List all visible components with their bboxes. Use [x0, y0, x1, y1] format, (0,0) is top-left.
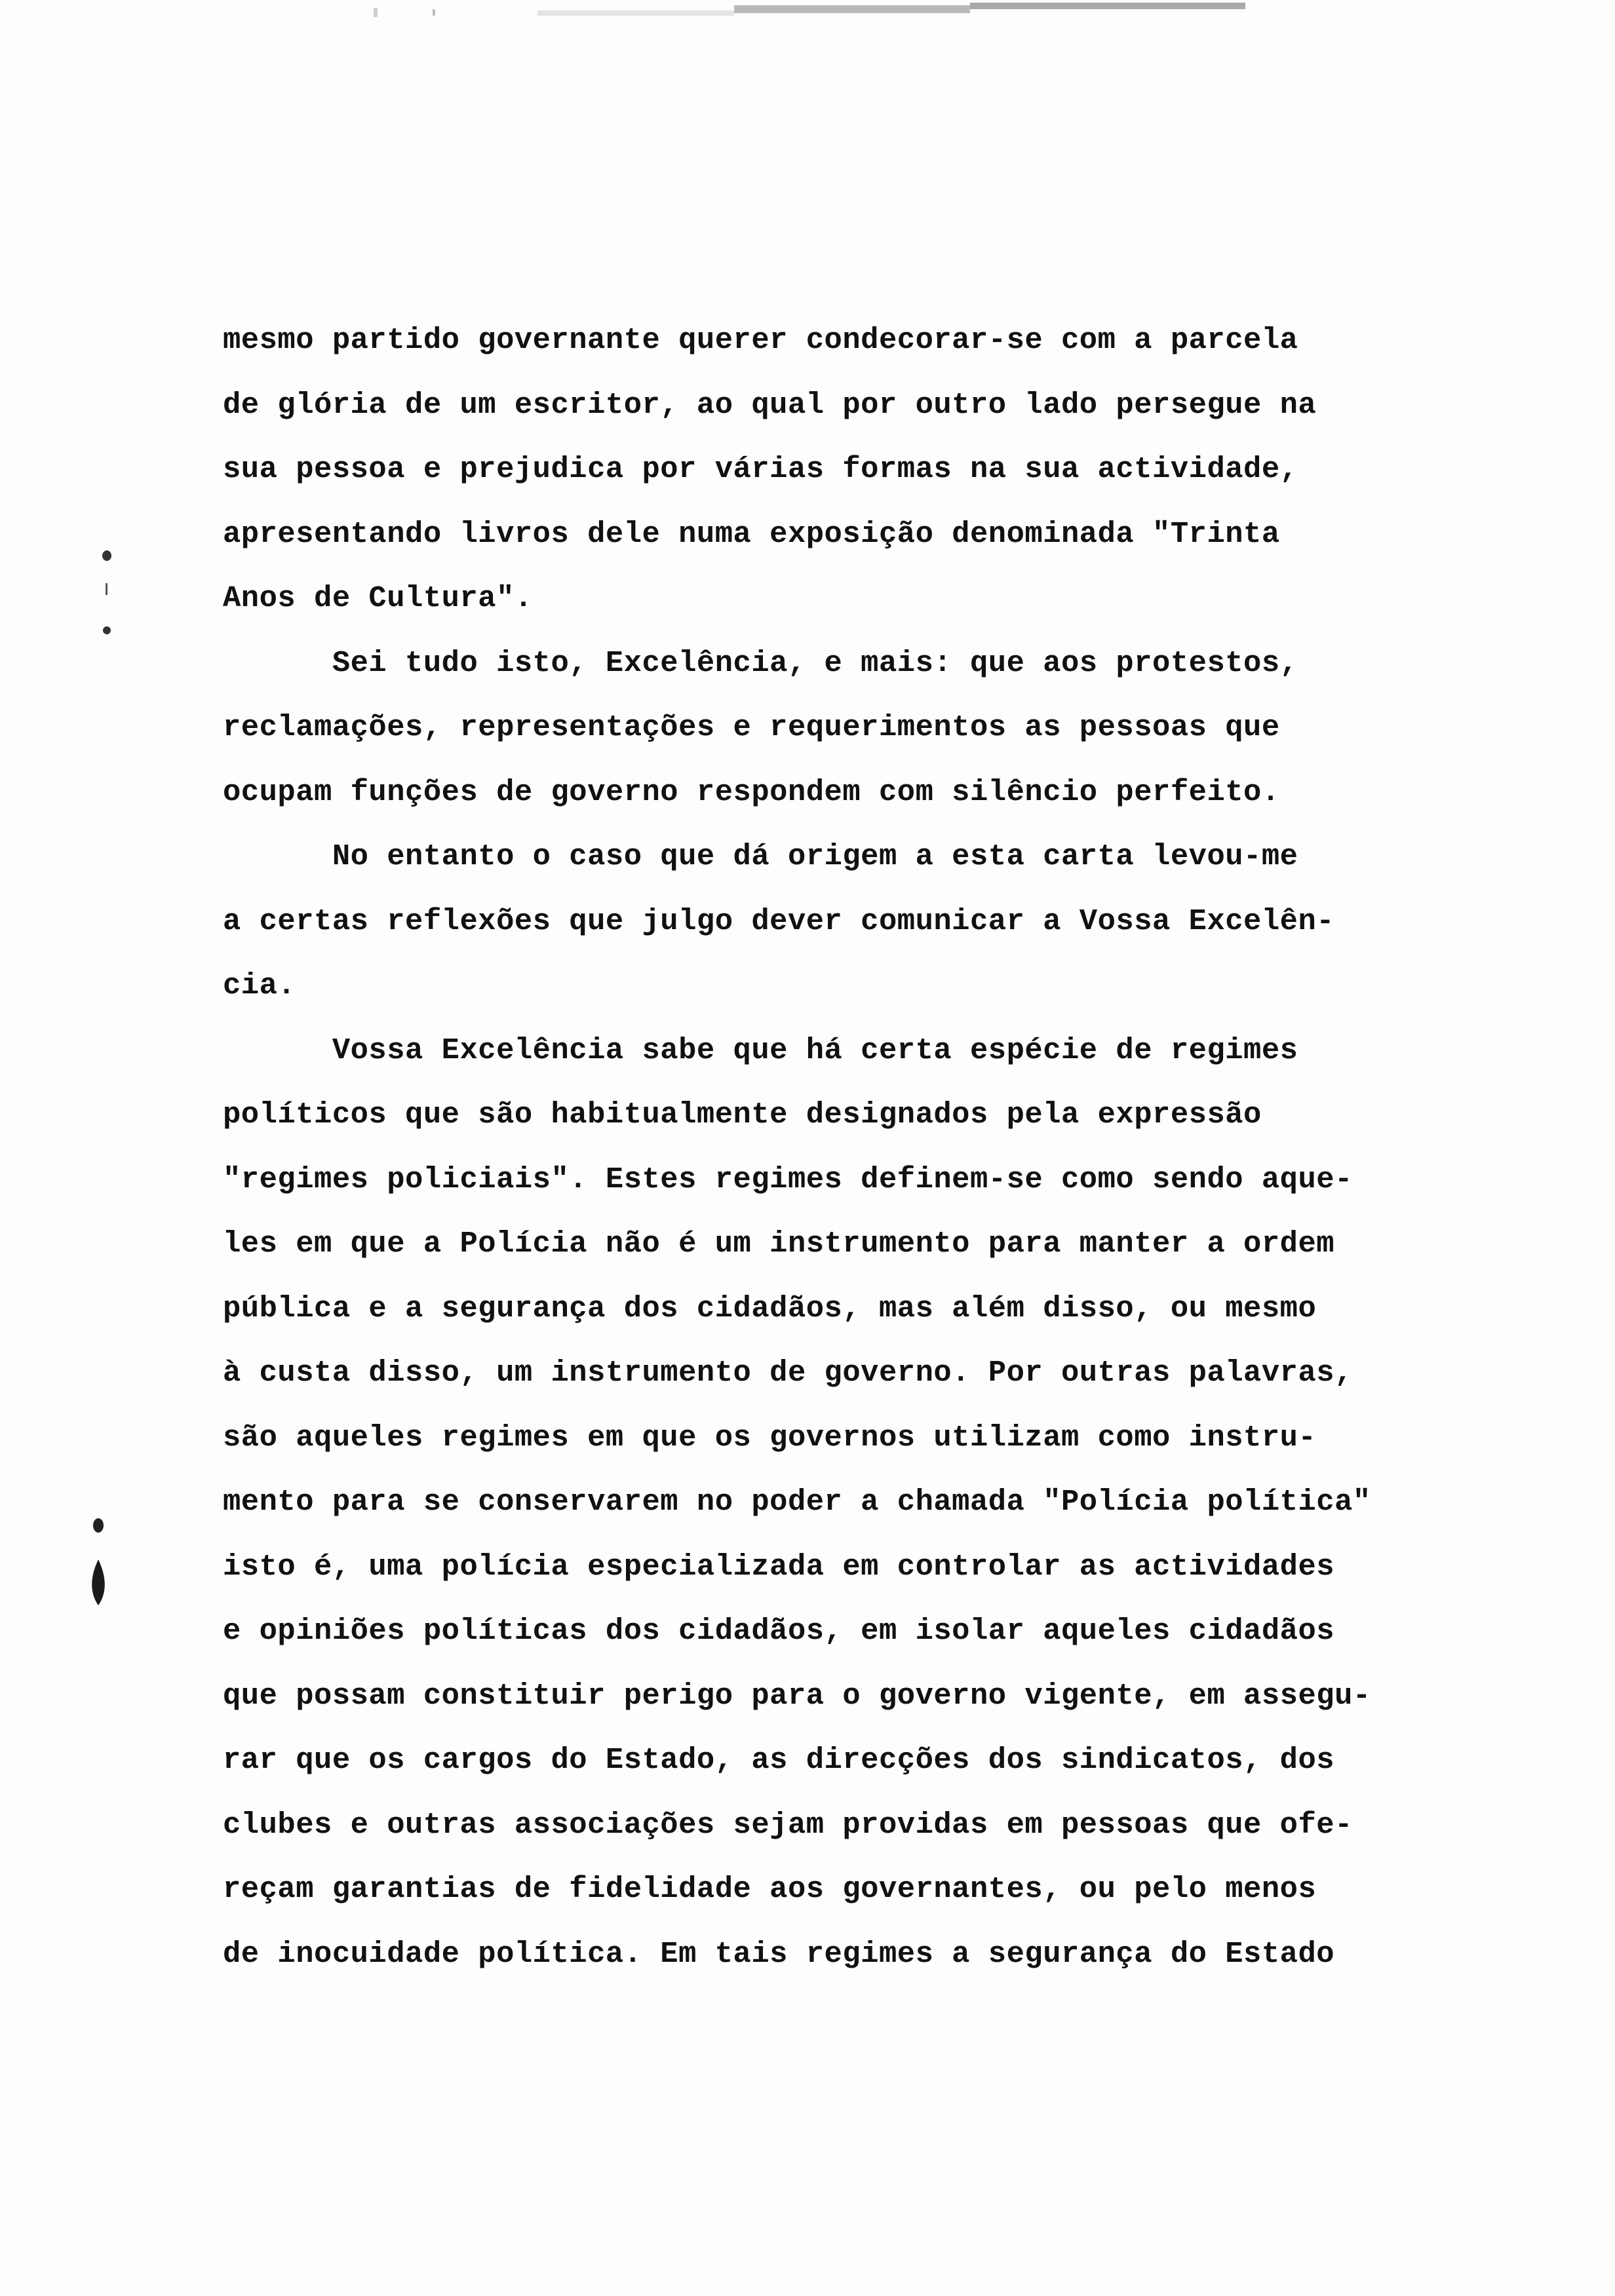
text-line: a certas reflexões que julgo dever comunicar a Vossa Excelên-: [223, 904, 1335, 938]
text-line: les em que a Polícia não é um instrumento para manter a ordem: [223, 1227, 1335, 1261]
text-line: cia.: [223, 968, 296, 1003]
text-line: mesmo partido governante querer condecorar-se com a parcela: [223, 323, 1298, 357]
text-line: reçam garantias de fidelidade aos governantes, ou pelo menos: [223, 1872, 1317, 1906]
binder-hole-marks-upper: [97, 544, 117, 642]
text-line: ocupam funções de governo respondem com silêncio perfeito.: [223, 775, 1280, 809]
letter-body-text: [223, 308, 1508, 1986]
text-line: sua pessoa e prejudica por várias formas na sua actividade,: [223, 452, 1298, 486]
binder-hole-marks-lower: [85, 1514, 111, 1612]
scan-smudge: [367, 0, 1285, 26]
text-line: pública e a segurança dos cidadãos, mas além disso, ou mesmo: [223, 1291, 1317, 1326]
text-line: "regimes policiais". Estes regimes definem-se como sendo aque-: [223, 1162, 1353, 1196]
text-line: Anos de Cultura".: [223, 581, 533, 615]
text-line: políticos que são habitualmente designados pela expressão: [223, 1098, 1262, 1132]
text-line: à custa disso, um instrumento de governo. Por outras palavras,: [223, 1356, 1353, 1390]
text-line: são aqueles regimes em que os governos utilizam como instru-: [223, 1420, 1317, 1455]
text-line: isto é, uma polícia especializada em controlar as actividades: [223, 1549, 1335, 1584]
text-line: Vossa Excelência sabe que há certa espécie de regimes: [223, 1033, 1298, 1067]
text-line: que possam constituir perigo para o governo vigente, em assegu-: [223, 1678, 1371, 1713]
text-line: rar que os cargos do Estado, as direcções dos sindicatos, dos: [223, 1743, 1335, 1777]
text-line: apresentando livros dele numa exposição denominada "Trinta: [223, 516, 1280, 551]
text-line: de inocuidade política. Em tais regimes a segurança do Estado: [223, 1936, 1335, 1971]
text-line: de glória de um escritor, ao qual por outro lado persegue na: [223, 387, 1317, 422]
text-line: e opiniões políticas dos cidadãos, em isolar aqueles cidadãos: [223, 1614, 1335, 1648]
text-line: mento para se conservarem no poder a chamada "Polícia política": [223, 1485, 1371, 1519]
text-line: reclamações, representações e requerimentos as pessoas que: [223, 710, 1280, 744]
text-line: Sei tudo isto, Excelência, e mais: que aos protestos,: [223, 645, 1298, 680]
text-line: clubes e outras associações sejam providas em pessoas que ofe-: [223, 1807, 1353, 1842]
text-line: No entanto o caso que dá origem a esta carta levou-me: [223, 839, 1298, 873]
